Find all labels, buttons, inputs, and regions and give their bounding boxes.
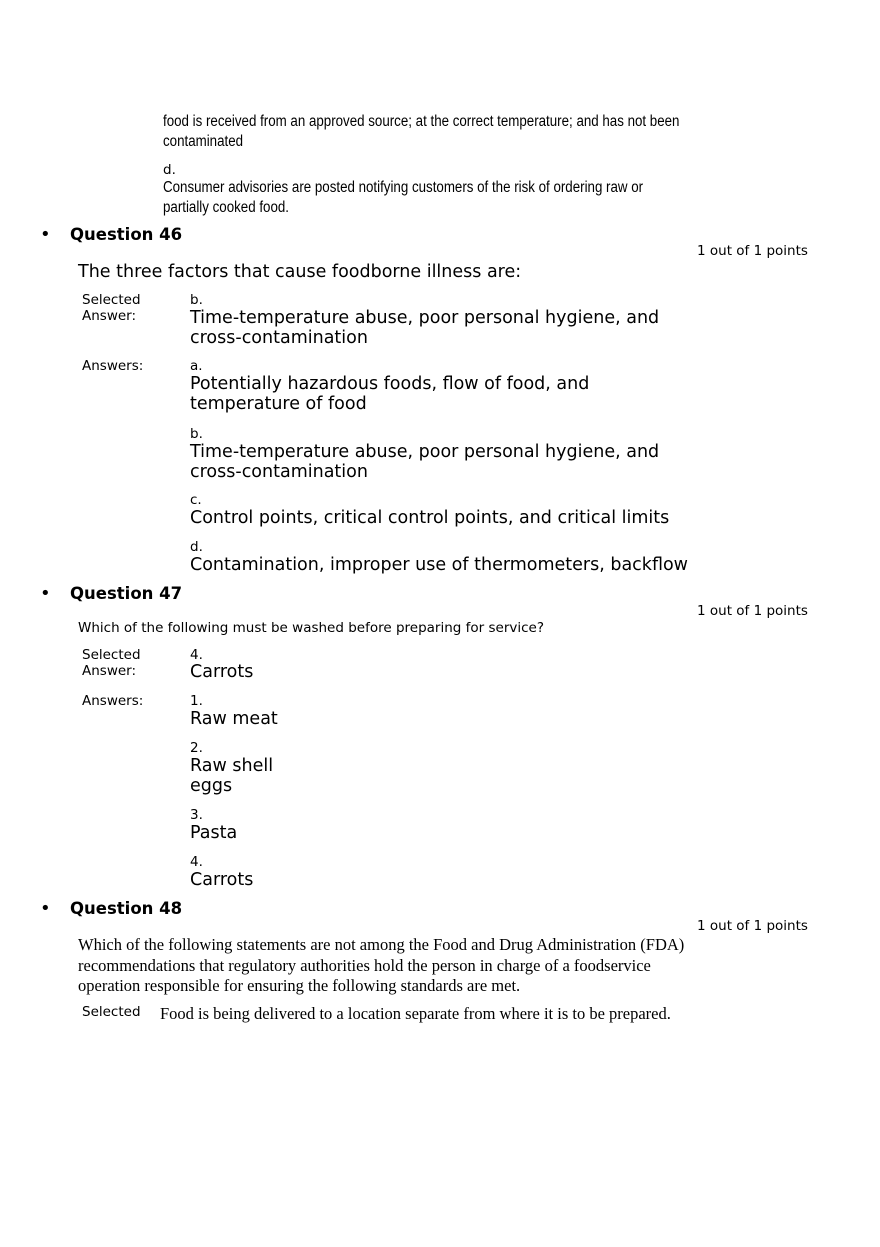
answer-letter: d. <box>190 539 203 555</box>
answer-option: Raw shell eggs <box>190 756 274 796</box>
question-title: Question 46 <box>70 225 183 244</box>
answer-letter: 3. <box>190 807 203 823</box>
selected-answer-label: Selected Answer: <box>82 292 141 324</box>
answer-letter: 1. <box>190 693 203 709</box>
question-prompt: Which of the following must be washed before preparing for service? <box>78 620 545 636</box>
selected-answer-text: Carrots <box>190 662 254 682</box>
answer-letter: c. <box>190 492 202 508</box>
selected-answer-label: Selected <box>82 1004 141 1020</box>
prev-answer-c-text: food is received from an approved source; at the correct temperature; and has not been contaminated <box>163 113 680 150</box>
prev-answer-d-text: Consumer advisories are posted notifying customers of the risk of ordering raw or partially cooked food. <box>163 179 644 216</box>
answer-option: Potentially hazardous foods, flow of food, and temperature of food <box>190 374 590 414</box>
answer-option: Time-temperature abuse, poor personal hygiene, and cross-contamination <box>190 442 660 482</box>
answer-letter: a. <box>190 358 203 374</box>
prev-answer-d-letter: d. <box>163 162 176 178</box>
selected-answer-label: Selected Answer: <box>82 647 141 679</box>
question-points: 1 out of 1 points <box>697 243 808 259</box>
answer-option: Carrots <box>190 870 254 890</box>
selected-answer-text: Food is being delivered to a location separate from where it is to be prepared. <box>160 1004 671 1023</box>
question-points: 1 out of 1 points <box>697 918 808 934</box>
question-points: 1 out of 1 points <box>697 603 808 619</box>
answer-option: Control points, critical control points, and critical limits <box>190 508 670 528</box>
answer-letter: 2. <box>190 740 203 756</box>
answers-label: Answers: <box>82 693 144 709</box>
selected-answer-text: Time-temperature abuse, poor personal hygiene, and cross-contamination <box>190 308 660 348</box>
bullet-icon: • <box>40 583 51 604</box>
question-prompt: The three factors that cause foodborne illness are: <box>78 262 522 282</box>
answers-label: Answers: <box>82 358 144 374</box>
selected-answer-letter: b. <box>190 292 203 308</box>
answer-option: Raw meat <box>190 709 278 729</box>
bullet-icon: • <box>40 898 51 919</box>
question-title: Question 47 <box>70 584 183 603</box>
question-title: Question 48 <box>70 899 183 918</box>
answer-letter: 4. <box>190 854 203 870</box>
answer-letter: b. <box>190 426 203 442</box>
answer-option: Contamination, improper use of thermometers, backflow <box>190 555 688 575</box>
answer-option: Pasta <box>190 823 238 843</box>
question-prompt: Which of the following statements are not among the Food and Drug Administration (FDA) recommendations that regulatory authorities hold the person in charge of a foodservice operation responsible for ensuring the following standards are met. <box>78 935 685 995</box>
selected-answer-letter: 4. <box>190 647 203 663</box>
bullet-icon: • <box>40 224 51 245</box>
